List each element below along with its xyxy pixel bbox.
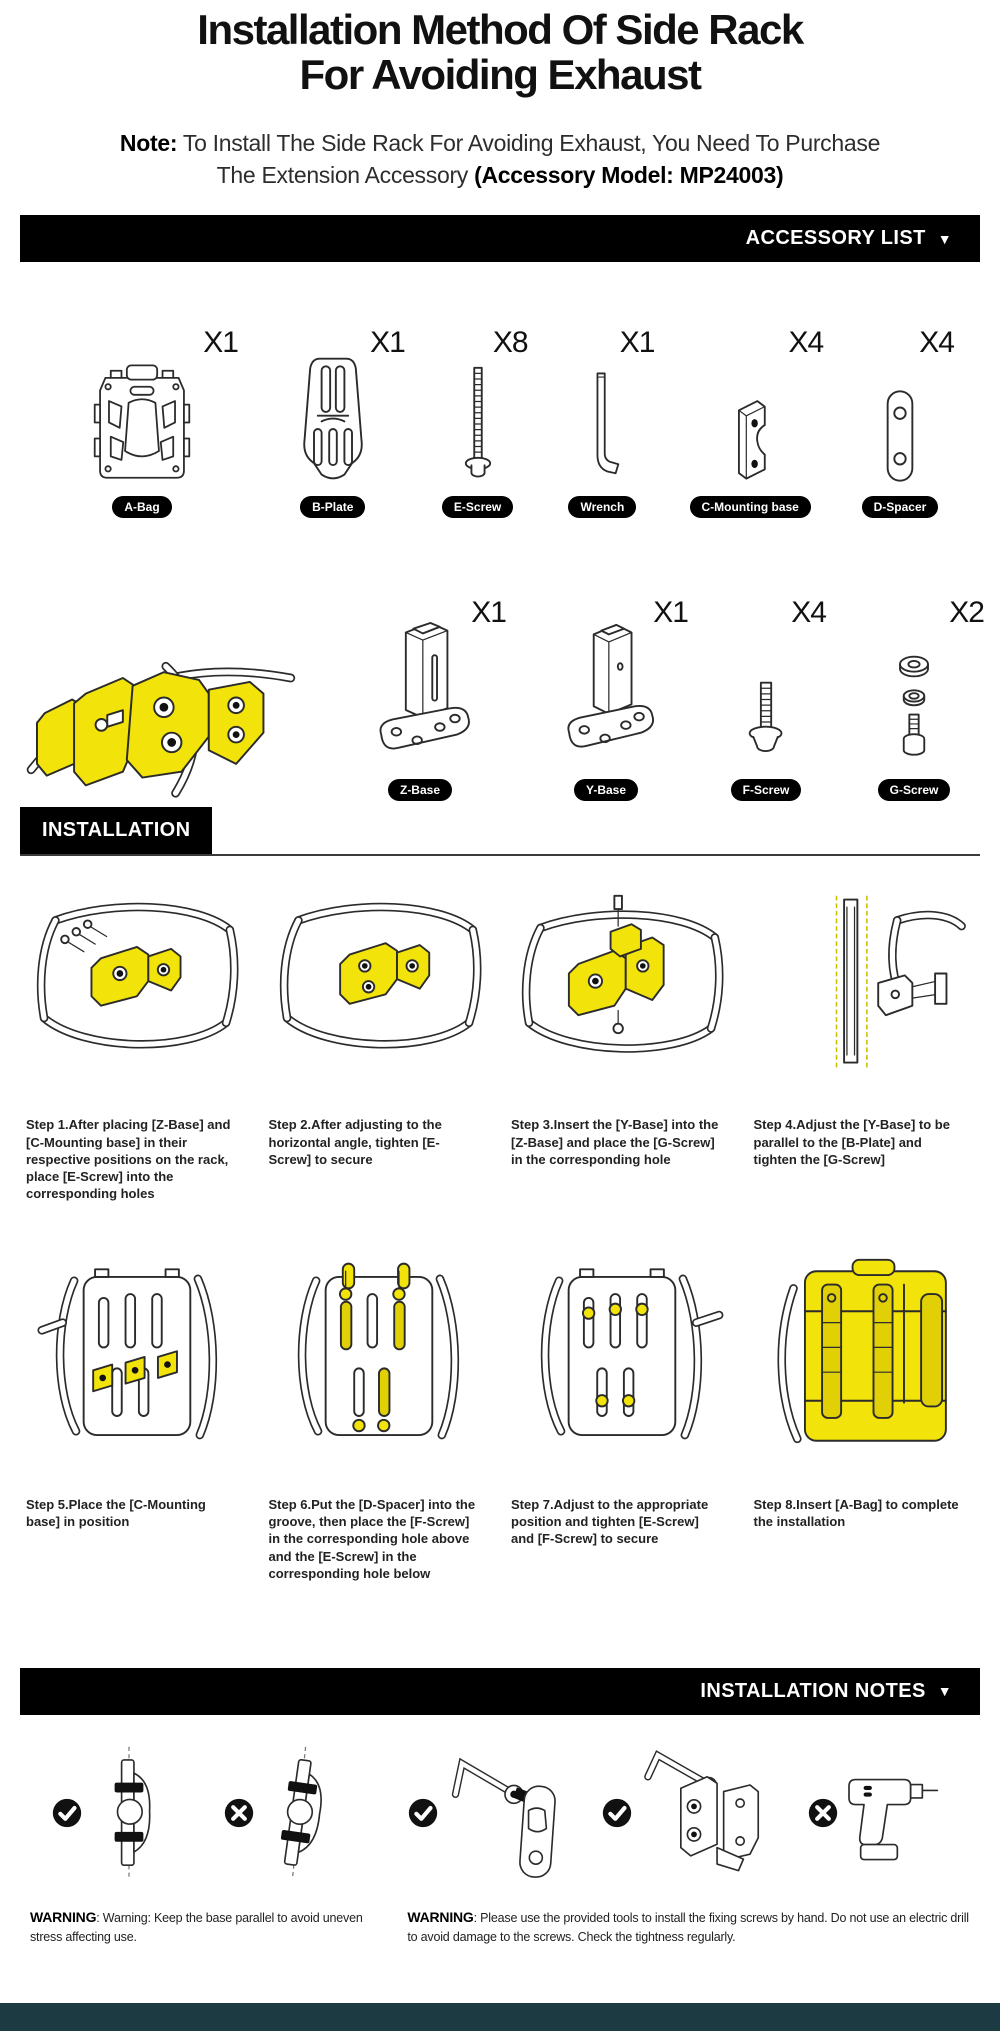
hand-tighten-spacer-illustration [444, 1744, 566, 1882]
step-5-caption: Step 5.Place the [C-Mounting base] in position [26, 1497, 206, 1530]
accessory-item-y-base [526, 596, 686, 801]
step-1-illustration [20, 882, 253, 1082]
accessory-item-z-base [336, 596, 504, 801]
g-screw-illustration [886, 649, 942, 769]
accessory-row-2 [0, 596, 1000, 801]
e-screw-illustration [463, 362, 493, 486]
step-8-caption: Step 8.Insert [A-Bag] to complete the installation [753, 1497, 959, 1530]
d-spacer-illustration [881, 386, 919, 486]
step-2-caption: Step 2.After adjusting to the horizontal angle, tighten [E-Screw] to secure [268, 1117, 442, 1167]
chevron-down-icon: ▼ [937, 230, 952, 247]
quantity-label: X1 [471, 596, 506, 630]
warning-hand-tools [407, 1907, 970, 1947]
footer-bar [0, 2003, 1000, 2031]
step-2-illustration [263, 882, 496, 1082]
assembled-bracket-illustration [14, 596, 314, 801]
accessory-item-g-screw [846, 596, 982, 801]
part-label-badge: Wrench [568, 496, 636, 518]
installation-notes-bar [20, 1668, 980, 1715]
quantity-label: X4 [791, 596, 826, 630]
step-5-illustration [20, 1250, 253, 1462]
note-paragraph [100, 128, 900, 191]
step-5 [20, 1250, 253, 1582]
accessory-item-a-bag [48, 326, 236, 518]
accessory-item-d-spacer [848, 326, 952, 518]
electric-drill-illustration [844, 1756, 944, 1869]
part-label-badge: E-Screw [442, 496, 513, 518]
step-7-caption: Step 7.Adjust to the appropriate position and tighten [E-Screw] and [F-Screw] to secure [511, 1497, 709, 1547]
quantity-label: X4 [919, 326, 954, 360]
part-label-badge: A-Bag [112, 496, 171, 518]
note-label: Note: [119, 129, 178, 156]
accessory-item-e-screw [430, 326, 526, 518]
installation-steps-row-2 [0, 1250, 1000, 1582]
check-icon [408, 1798, 438, 1828]
accessory-item-b-plate [263, 326, 403, 518]
step-3 [505, 882, 738, 1202]
accessory-item-wrench [552, 326, 655, 518]
title-line-1: Installation Method Of Side Rack [197, 6, 803, 53]
y-base-illustration [554, 617, 658, 769]
step-3-caption: Step 3.Insert the [Y-Base] into the [Z-Base] and place the [G-Screw] in the corresponding hole [511, 1117, 719, 1167]
warning-text: : Please use the provided tools to install the fixing screws by hand. Do not use an electric drill to avoid damage to the screws. Check the tightness regularly. [407, 1910, 969, 1944]
check-icon [52, 1798, 82, 1828]
part-label-badge: D-Spacer [862, 496, 939, 518]
quantity-label: X1 [653, 596, 688, 630]
step-8 [748, 1250, 981, 1582]
part-label-badge: C-Mounting base [690, 496, 811, 518]
quantity-label: X8 [492, 326, 528, 360]
base-tilted-wrong-illustration [262, 1745, 336, 1881]
quantity-label: X1 [203, 326, 238, 360]
warning-text: : Warning: Keep the base parallel to avoid uneven stress affecting use. [30, 1910, 363, 1944]
cross-icon [224, 1798, 254, 1828]
warning-label: WARNING [407, 1908, 474, 1925]
warning-parallel [30, 1907, 385, 1947]
step-4-caption: Step 4.Adjust the [Y-Base] to be parallel to the [B-Plate] and tighten the [G-Screw] [753, 1117, 950, 1167]
chevron-down-icon: ▼ [937, 1683, 952, 1700]
step-7 [505, 1250, 738, 1582]
part-label-badge: B-Plate [300, 496, 365, 518]
installation-bar-label: INSTALLATION [20, 807, 212, 854]
wrench-illustration [582, 368, 622, 486]
check-icon [602, 1798, 632, 1828]
step-3-illustration [505, 882, 738, 1082]
warning-label: WARNING [30, 1908, 97, 1925]
f-screw-illustration [744, 675, 789, 769]
warnings-row [0, 1907, 1000, 1947]
step-2 [263, 882, 496, 1202]
note-model: (Accessory Model: MP24003) [474, 161, 784, 188]
step-1 [20, 882, 253, 1202]
note-text: To Install The Side Rack For Avoiding Exhaust, You Need To Purchase The Extension Accessory [177, 129, 881, 188]
step-6-caption: Step 6.Put the [D-Spacer] into the groove, then place the [F-Screw] in the corresponding hole above and the [E-Screw] in the corresponding hole below [268, 1497, 476, 1581]
quantity-label: X4 [788, 326, 824, 360]
installation-section-header [20, 807, 980, 856]
accessory-item-f-screw [708, 596, 824, 801]
installation-notes-illustrations [0, 1737, 1000, 1889]
installation-notes-bar-label: INSTALLATION NOTES [700, 1679, 926, 1702]
step-4 [748, 882, 981, 1202]
part-label-badge: F-Screw [731, 779, 802, 801]
assembled-bracket-drawing [14, 596, 304, 801]
quantity-label: X2 [949, 596, 984, 630]
step-8-illustration [748, 1250, 981, 1462]
step-4-illustration [748, 882, 981, 1082]
z-base-illustration [368, 617, 472, 769]
part-label-badge: G-Screw [878, 779, 951, 801]
hand-tighten-bracket-illustration [638, 1747, 778, 1879]
quantity-label: X1 [619, 326, 655, 360]
accessory-list-bar [20, 215, 980, 262]
accessory-row-1 [0, 326, 1000, 518]
installation-steps-row-1 [0, 882, 1000, 1202]
step-6-illustration [263, 1250, 496, 1462]
b-plate-illustration [293, 353, 373, 486]
step-1-caption: Step 1.After placing [Z-Base] and [C-Mounting base] in their respective positions on the rack, place [E-Screw] into the corresponding holes [26, 1117, 231, 1201]
quantity-label: X1 [370, 326, 405, 360]
a-bag-illustration [84, 350, 200, 486]
c-mounting-base-illustration [726, 390, 774, 486]
part-label-badge: Z-Base [388, 779, 452, 801]
page-title [0, 0, 1000, 98]
step-6 [263, 1250, 496, 1582]
accessory-item-c-mounting-base [679, 326, 824, 518]
base-parallel-correct-illustration [92, 1745, 166, 1881]
step-7-illustration [505, 1250, 738, 1462]
accessory-list-bar-label: ACCESSORY LIST [745, 227, 926, 250]
title-line-2: For Avoiding Exhaust [299, 50, 701, 98]
cross-icon [808, 1798, 838, 1828]
part-label-badge: Y-Base [574, 779, 638, 801]
